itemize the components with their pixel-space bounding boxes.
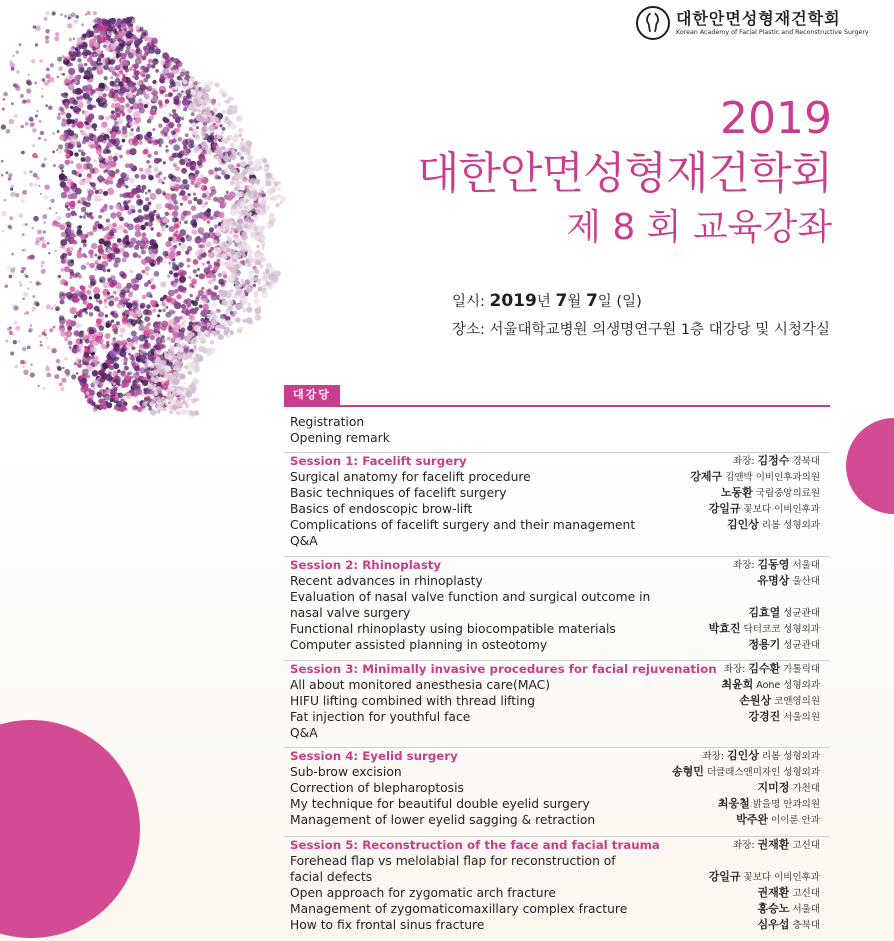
affiliation: 성균관대 xyxy=(780,640,820,651)
session-header xyxy=(284,837,830,853)
program-row xyxy=(284,517,830,533)
speaker xyxy=(758,917,820,934)
lecture-title: Functional rhinoplasty using biocompatible materials xyxy=(290,622,616,636)
program-row xyxy=(284,780,830,796)
lecture-title: Surgical anatomy for facelift procedure xyxy=(290,470,531,484)
event-date xyxy=(452,290,642,311)
lecture-title: Forehead flap vs melolabial flap for reconstruction of xyxy=(290,854,616,868)
person-name: 강제구 xyxy=(690,470,723,483)
session-header xyxy=(284,661,830,677)
lecture-title: Open approach for zygomatic arch fracture xyxy=(290,886,556,900)
logo-face-icon xyxy=(636,6,670,40)
lecture-title: Correction of blepharoptosis xyxy=(290,781,464,795)
program-row xyxy=(284,693,830,709)
date-month-unit: 월 xyxy=(567,294,582,310)
session-title: Session 1: Facelift surgery xyxy=(290,454,467,468)
speaker xyxy=(721,485,820,502)
date-weekday: (일) xyxy=(616,294,642,310)
program-row xyxy=(284,469,830,485)
program-row xyxy=(284,621,830,637)
lecture-title: Complications of facelift surgery and their management xyxy=(290,518,636,532)
person-name: 송형민 xyxy=(671,765,704,778)
affiliation: 고신대 xyxy=(789,840,820,851)
affiliation: 밝을명 안과의원 xyxy=(749,799,820,810)
lecture-title: Q&A xyxy=(290,726,318,740)
chair-prefix: 좌장: xyxy=(723,664,749,675)
person-name: 김수환 xyxy=(748,662,781,675)
session-title: Session 5: Reconstruction of the face and facial trauma xyxy=(290,838,660,852)
speaker xyxy=(709,501,820,518)
program-row xyxy=(284,589,830,605)
lecture-title: Basic techniques of facelift surgery xyxy=(290,486,507,500)
session-block-5 xyxy=(284,836,830,933)
lecture-title: My technique for beautiful double eyelid surgery xyxy=(290,797,590,811)
person-name: 김효열 xyxy=(748,606,781,619)
session-header xyxy=(284,453,830,469)
affiliation: 가천대 xyxy=(789,783,820,794)
person-name: 김동영 xyxy=(757,558,790,571)
decorative-circle-right xyxy=(846,418,894,514)
person-name: 노동환 xyxy=(720,486,753,499)
lecture-title: Opening remark xyxy=(290,431,390,445)
person-name: 김인상 xyxy=(727,749,759,762)
affiliation: 김앤박 이비인후과의원 xyxy=(722,472,820,483)
program-row xyxy=(284,677,830,693)
speaker xyxy=(748,605,820,622)
person-name: 정용기 xyxy=(748,638,781,651)
person-name: 권재환 xyxy=(757,886,790,899)
title-year: 2019 xyxy=(720,93,832,144)
date-month: 7 xyxy=(555,291,568,311)
chair-prefix: 좌장: xyxy=(732,456,758,467)
lecture-title: Computer assisted planning in osteotomy xyxy=(290,638,548,652)
session-block-2 xyxy=(284,556,830,653)
program-row xyxy=(284,573,830,589)
program-row xyxy=(284,430,830,446)
speaker xyxy=(709,869,820,886)
lecture-title: HIFU lifting combined with thread lifting xyxy=(290,694,536,708)
lecture-title: Evaluation of nasal valve function and surgical outcome in xyxy=(290,590,651,604)
program-row xyxy=(284,812,830,828)
speaker xyxy=(718,796,820,813)
date-label: 일시: xyxy=(452,294,485,310)
lecture-title: All about monitored anesthesia care(MAC) xyxy=(290,678,551,692)
program-row xyxy=(284,901,830,917)
affiliation: 가톨릭대 xyxy=(780,664,820,675)
lecture-title: Recent advances in rhinoplasty xyxy=(290,574,483,588)
person-name: 강일규 xyxy=(708,502,741,515)
room-divider xyxy=(284,405,830,407)
lecture-title: facial defects xyxy=(290,870,373,884)
program-row xyxy=(284,917,830,933)
program-row xyxy=(284,709,830,725)
logo-name-ko: 대한안면성형재건학회 xyxy=(676,9,841,28)
affiliation: 더클래스앤미자인 성형외과 xyxy=(703,767,820,778)
speaker xyxy=(748,637,820,654)
society-logo xyxy=(636,6,869,40)
speaker xyxy=(739,693,820,710)
room-tab: 대강당 xyxy=(284,385,340,405)
date-day-unit: 일 xyxy=(597,294,612,310)
date-year-unit: 년 xyxy=(536,294,551,310)
program-row xyxy=(284,869,830,885)
program-row xyxy=(284,605,830,621)
speaker xyxy=(748,709,820,726)
program-row xyxy=(284,853,830,869)
session-title: Session 4: Eyelid surgery xyxy=(290,749,458,763)
lecture-title: Basics of endoscopic brow-lift xyxy=(290,502,473,516)
person-name: 김인상 xyxy=(727,518,759,531)
speaker xyxy=(736,812,820,829)
program-row xyxy=(284,501,830,517)
lecture-title: nasal valve surgery xyxy=(290,606,411,620)
lecture-title: Q&A xyxy=(290,534,318,548)
program-opening xyxy=(284,414,830,446)
title-organization: 대한안면성형재건학회 xyxy=(416,148,832,199)
program-row xyxy=(284,796,830,812)
affiliation: 이이룬 안과 xyxy=(768,815,820,826)
date-day: 7 xyxy=(585,291,598,311)
speaker xyxy=(727,517,820,534)
session-title: Session 2: Rhinoplasty xyxy=(290,558,442,572)
person-name: 유명상 xyxy=(757,574,790,587)
affiliation: Aone 성형외과 xyxy=(753,680,820,691)
affiliation: 코앤영의원 xyxy=(771,696,820,707)
affiliation: 리봄 성형외과 xyxy=(758,520,820,531)
affiliation: 경북대 xyxy=(789,456,820,467)
person-name: 강일규 xyxy=(708,870,741,883)
affiliation: 울산대 xyxy=(789,576,820,587)
chair-prefix: 좌장: xyxy=(732,840,758,851)
chairperson xyxy=(733,557,820,574)
program-row xyxy=(284,725,830,741)
affiliation: 리봄 성형외과 xyxy=(758,751,820,762)
lecture-title: How to fix frontal sinus fracture xyxy=(290,918,485,932)
affiliation: 서울대 xyxy=(789,904,820,915)
session-header xyxy=(284,557,830,573)
affiliation: 성균관대 xyxy=(780,608,820,619)
person-name: 박효진 xyxy=(708,622,741,635)
chairperson xyxy=(724,661,820,678)
affiliation: 꽃보다 이비인후과 xyxy=(740,872,820,883)
session-header xyxy=(284,748,830,764)
person-name: 최윤희 xyxy=(721,678,754,691)
event-venue xyxy=(452,318,830,339)
speaker xyxy=(758,885,820,902)
title-course: 제 8 회 교육강좌 xyxy=(566,207,832,248)
lecture-title: Fat injection for youthful face xyxy=(290,710,471,724)
affiliation: 서울의원 xyxy=(780,712,820,723)
lecture-title: Registration xyxy=(290,415,365,429)
program-row xyxy=(284,764,830,780)
speaker xyxy=(690,469,820,486)
program-row xyxy=(284,637,830,653)
decorative-circle-left xyxy=(0,720,140,938)
program-row xyxy=(284,533,830,549)
lecture-title: Management of zygomaticomaxillary complex fracture xyxy=(290,902,628,916)
chairperson xyxy=(733,453,820,470)
affiliation: 국립중앙의료원 xyxy=(752,488,820,499)
speaker xyxy=(758,573,820,590)
speaker xyxy=(721,677,820,694)
lecture-title: Sub-brow excision xyxy=(290,765,402,779)
person-name: 지미정 xyxy=(757,781,790,794)
person-name: 홍승노 xyxy=(757,902,790,915)
speaker xyxy=(758,901,820,918)
person-name: 심우섭 xyxy=(757,918,790,931)
venue-label: 장소: xyxy=(452,322,485,338)
session-title: Session 3: Minimally invasive procedures for facial rejuvenation xyxy=(290,662,717,676)
affiliation: 닥터코코 성형외과 xyxy=(740,624,820,635)
affiliation: 충북대 xyxy=(789,920,820,931)
affiliation: 꽃보다 이비인후과 xyxy=(740,504,820,515)
chair-prefix: 좌장: xyxy=(732,560,758,571)
speaker xyxy=(758,780,820,797)
person-name: 최웅철 xyxy=(717,797,750,810)
chairperson xyxy=(702,748,820,765)
lecture-title: Management of lower eyelid sagging & retraction xyxy=(290,813,596,827)
program-row xyxy=(284,885,830,901)
person-name: 손원상 xyxy=(739,694,772,707)
program-row xyxy=(284,414,830,430)
speaker xyxy=(672,764,820,781)
session-block-3 xyxy=(284,660,830,741)
session-block-1 xyxy=(284,452,830,549)
dotted-face-illustration xyxy=(0,0,430,440)
speaker xyxy=(709,621,820,638)
logo-name-en: Korean Academy of Facial Plastic and Reconstructive Surgery xyxy=(676,29,869,36)
affiliation: 고신대 xyxy=(789,888,820,899)
date-year: 2019 xyxy=(489,291,537,311)
person-name: 강경진 xyxy=(748,710,781,723)
chairperson xyxy=(733,837,820,854)
person-name: 김정수 xyxy=(757,454,790,467)
affiliation: 서울대 xyxy=(789,560,820,571)
chair-prefix: 좌장: xyxy=(702,751,727,762)
program-row xyxy=(284,485,830,501)
person-name: 권재환 xyxy=(757,838,790,851)
venue-text: 서울대학교병원 의생명연구원 1층 대강당 및 시청각실 xyxy=(489,322,830,338)
person-name: 박주완 xyxy=(736,813,769,826)
session-block-4 xyxy=(284,747,830,828)
